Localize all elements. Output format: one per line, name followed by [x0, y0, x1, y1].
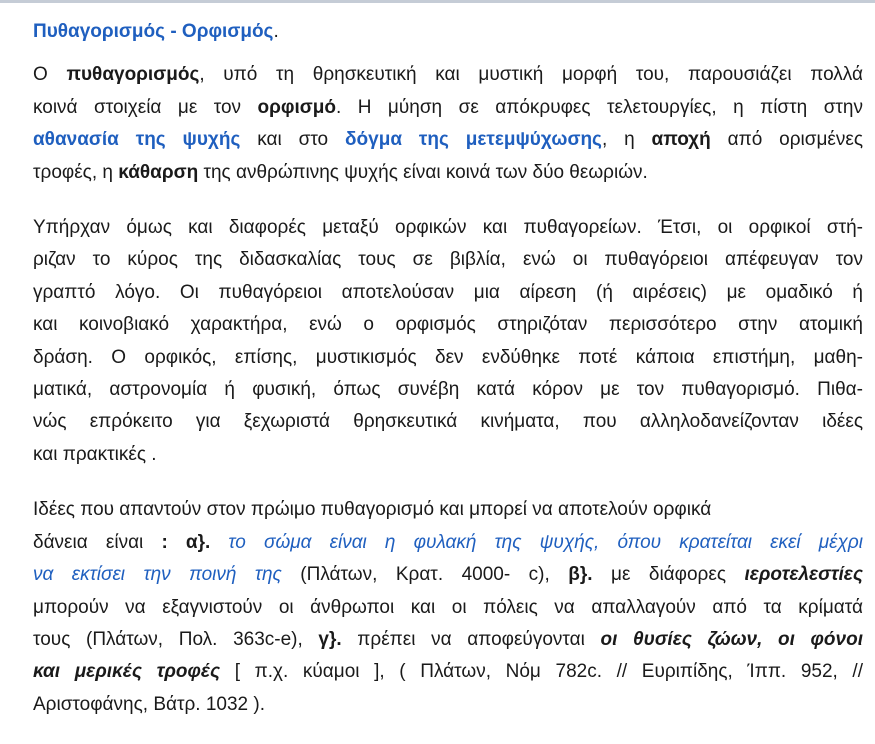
term-highlight: αθανασία της ψυχής: [33, 129, 241, 151]
paragraph-2-line: γραπτό λόγο. Οι πυθαγόρειοι αποτελούσαν μια αίρεση (ή αιρέσεις) με ομαδικό ή: [33, 281, 863, 303]
paragraph-2-line: Υπήρχαν όμως και διαφορές μεταξύ ορφικών και πυθαγορείων. Έτσι, οι ορφικοί στή-: [33, 217, 863, 239]
paragraph-2-line: ματικά, αστρονομία ή φυσική, όπως συνέβη κατά κόρον με τον πυθαγορισμό. Πιθα-: [33, 379, 863, 401]
paragraph-1-line: Ο πυθαγορισμός, υπό τη θρησκευτική και μυστική μορφή του, παρουσιάζει πολλά: [33, 64, 863, 86]
section-title: Πυθαγορισμός - Ορφισμός.: [33, 21, 279, 42]
paragraph-3: [33, 494, 863, 721]
quote-highlight: το σώμα είναι η φυλακή της ψυχής, όπου κρατείται εκεί μέχρι: [210, 531, 863, 553]
paragraph-3-line: να εκτίσει την ποινή της (Πλάτων, Κρατ. 4000- c), β}. με διάφορες ιεροτελεστίες: [33, 564, 863, 586]
paragraph-1-line: κοινά στοιχεία με τον ορφισμό. Η μύηση σε απόκρυφες τελετουργίες, η πίστη στην: [33, 96, 863, 118]
paragraph-2-line: ριζαν το κύρος της διδασκαλίας τους σε βιβλία, ενώ οι πυθαγόρειοι απέφευγαν τον: [33, 249, 863, 271]
top-border: [0, 0, 875, 3]
term-highlight: δόγμα της μετεμψύχωσης: [345, 129, 602, 151]
paragraph-2-line: δράση. Ο ορφικός, επίσης, μυστικισμός δεν ενδύθηκε ποτέ κάποια επιστήμη, μαθη-: [33, 346, 863, 368]
paragraph-3-line: μπορούν να εξαγνιστούν οι άνθρωποι και οι πόλεις να απαλλαγούν από τα κρίματά: [33, 596, 863, 618]
paragraph-2-line: και πρακτικές .: [33, 443, 157, 465]
title-text: Πυθαγορισμός - Ορφισμός: [33, 21, 274, 42]
paragraph-3-line: και μερικές τροφές [ π.χ. κύαμοι ], ( Πλάτων, Νόμ 782c. // Ευριπίδης, Ίππ. 952, //: [33, 661, 863, 683]
paragraph-3-line: δάνεια είναι : α}. το σώμα είναι η φυλακή της ψυχής, όπου κρατείται εκεί μέχρι: [33, 531, 863, 553]
paragraph-1-line: αθανασία της ψυχής και στο δόγμα της μετεμψύχωσης, η αποχή από ορισμένες: [33, 129, 864, 151]
paragraph-2-line: και κοινοβιακό χαρακτήρα, ενώ ο ορφισμός στηριζόταν περισσότερο στην ατομική: [33, 314, 863, 336]
paragraph-3-line: τους (Πλάτων, Πολ. 363c-e), γ}. πρέπει να αποφεύγονται οι θυσίες ζώων, οι φόνοι: [33, 628, 863, 650]
paragraph-1: [33, 59, 863, 189]
quote-highlight: να εκτίσει την ποινή της: [33, 564, 282, 586]
document-body: [33, 16, 863, 744]
paragraph-3-line: Αριστοφάνης, Βάτρ. 1032 ).: [33, 693, 265, 715]
paragraph-2-line: νώς επρόκειτο για ξεχωριστά θρησκευτικά κινήματα, που αλληλοδανείζονταν ιδέες: [33, 411, 863, 433]
paragraph-3-line: Ιδέες που απαντούν στον πρώιμο πυθαγορισμό και μπορεί να αποτελούν ορφικά: [33, 499, 712, 521]
paragraph-1-line: τροφές, η κάθαρση της ανθρώπινης ψυχής είναι κοινά των δύο θεωριών.: [33, 161, 648, 183]
paragraph-2: [33, 212, 863, 471]
